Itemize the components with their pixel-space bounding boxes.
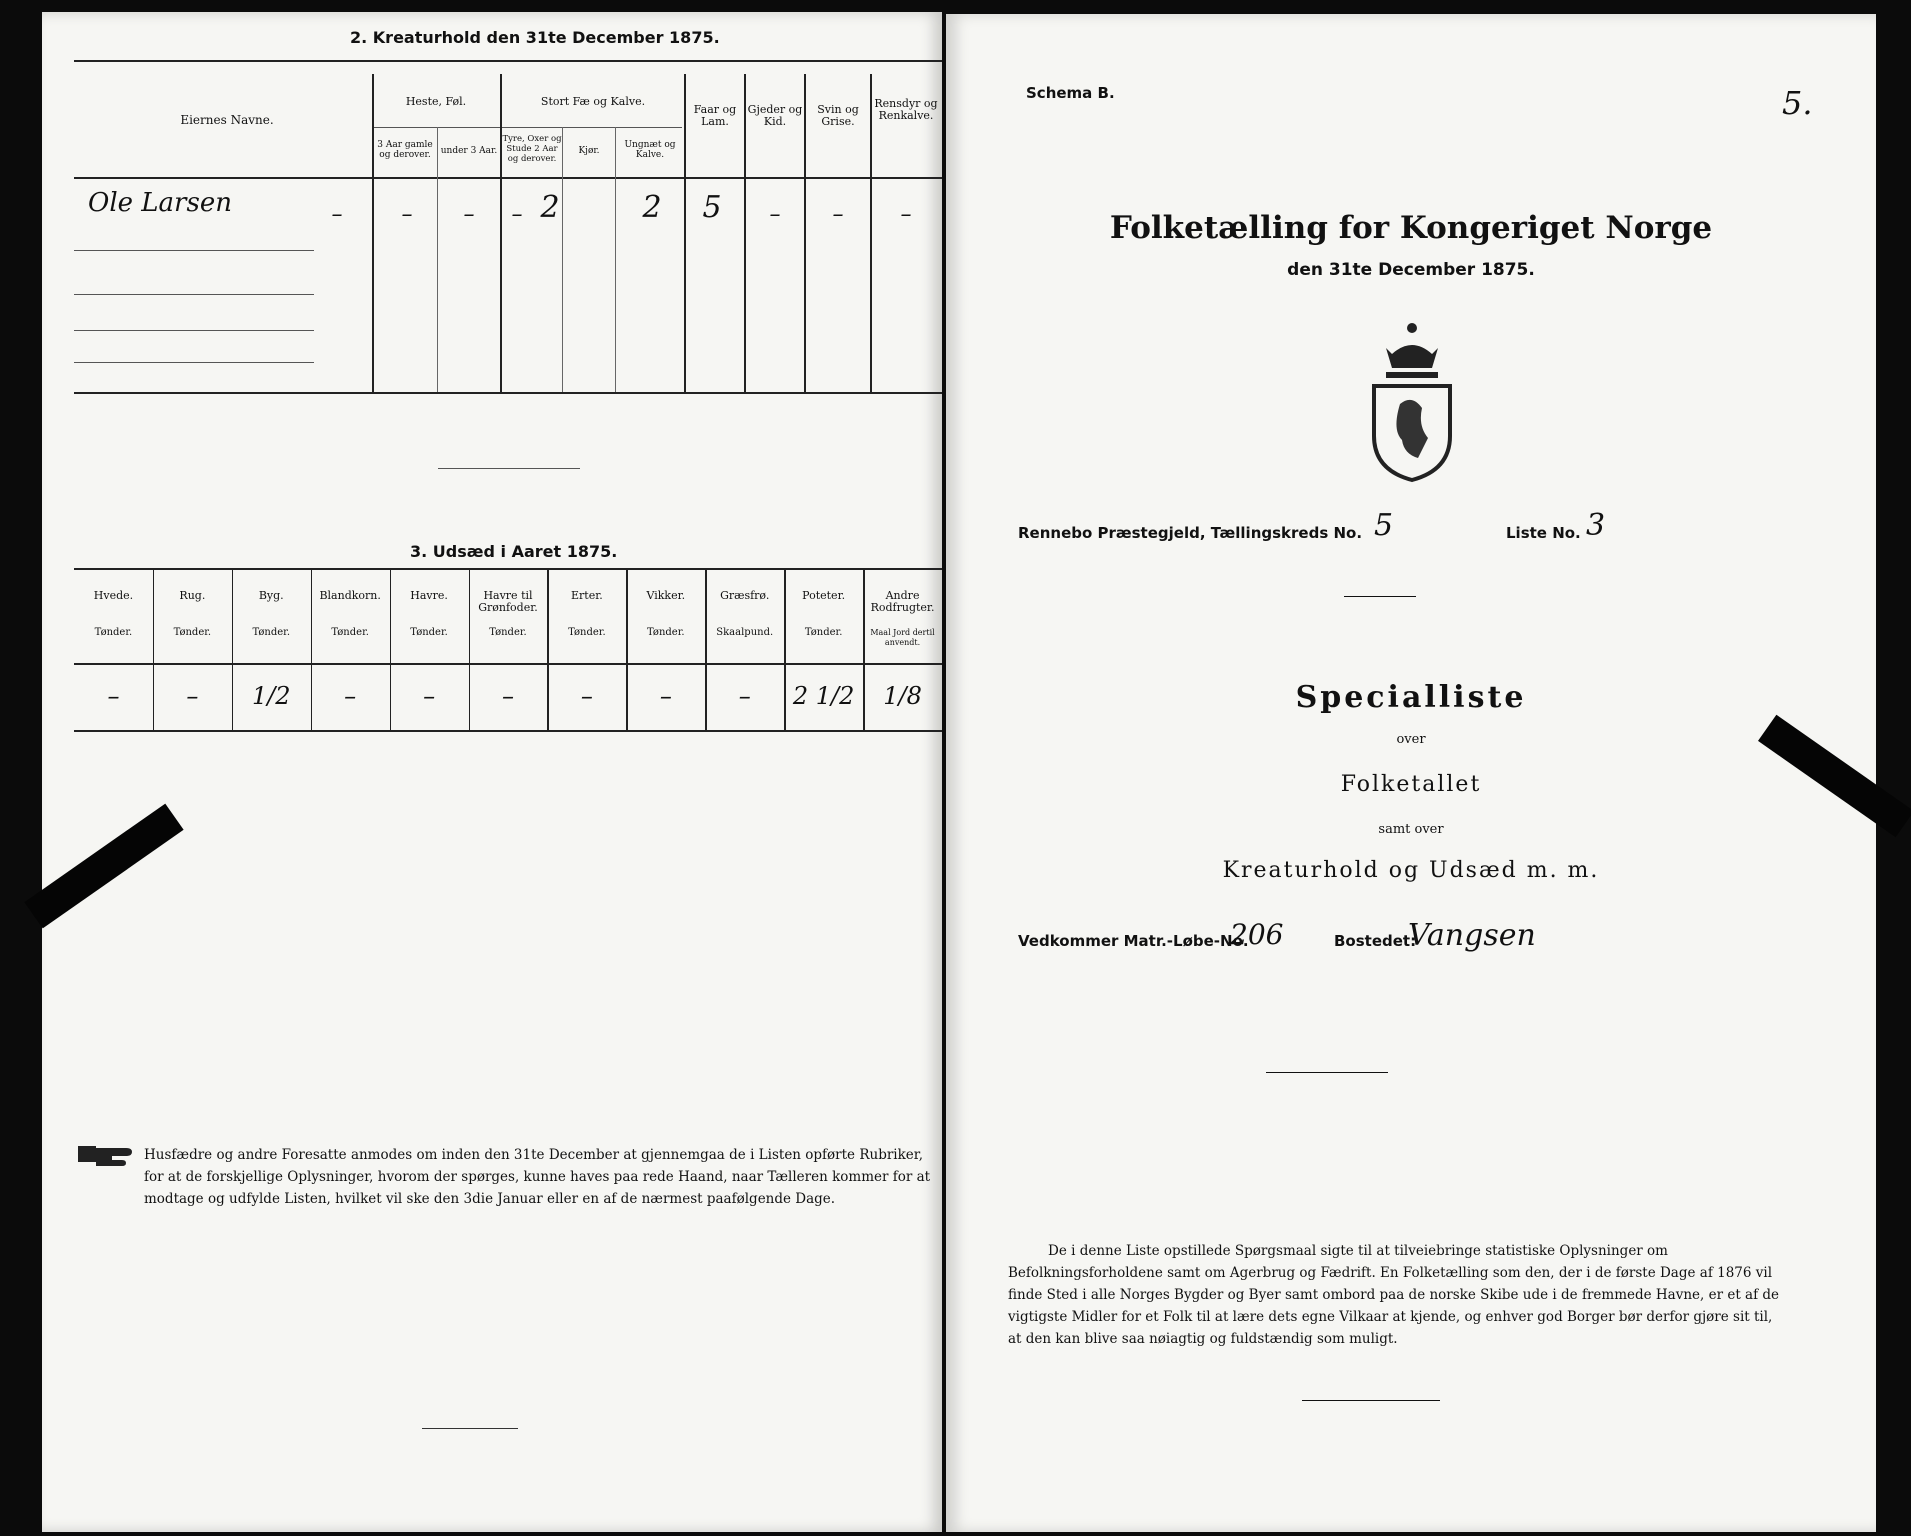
seed-value: – xyxy=(423,682,436,710)
seed-value: – xyxy=(501,682,514,710)
seed-col-header: Vikker. xyxy=(646,589,686,602)
cattle-ungnaet-value: 2 xyxy=(642,190,662,225)
seed-col-unit: Tønder. xyxy=(647,627,685,638)
right-page: 5. Schema B. Folketælling for Kongeriget Norge den 31te December 1875. Rennebo Præstegjeld, Tællingskreds No. 5 Liste No. 3 Specialliste over Folketallet samt over Kreaturhold og Udsæd m. m. Vedkommer Matr.-Løbe-No. 206 Bostedet: Vangsen De i denne Liste opstillede Spørgsmaal sigte til at tilveiebringe statistiske Oplysninger om Befolkningsforholdene samt om Agerbrug og Fædrift. En Folketælling som den, der i de første Dage af 1876 vil finde Sted i alle Norges Bygder og Byer samt ombord paa de norske Skibe ude i de fremmede Havne, er et af de vigtigste Midler for et Folk til at lære dets egne Vilkaar at kjende, og enhver god Borger bør derfor gjøre sit til, at den kan blive saa nøiagtig og fuldstændig som muligt. xyxy=(946,14,1876,1532)
sheep-value: 5 xyxy=(702,190,722,225)
table3-top-rule xyxy=(74,568,942,570)
seed-col-header: Andre Rodfrugter. xyxy=(870,589,935,614)
seed-col-header: Havre. xyxy=(410,589,448,602)
folketallet-heading: Folketallet xyxy=(1340,772,1482,797)
pointing-hand-icon xyxy=(76,1140,134,1168)
page-number: 5. xyxy=(1782,84,1813,122)
section3-title: 3. Udsæd i Aaret 1875. xyxy=(410,542,618,561)
seed-col-unit: Tønder. xyxy=(410,627,448,638)
liste-no: 3 xyxy=(1586,508,1606,543)
coat-of-arms-icon xyxy=(1352,314,1472,484)
table3-bottom-rule xyxy=(74,730,942,732)
seed-value: – xyxy=(738,682,751,710)
notice-text: Husfædre og andre Foresatte anmodes om inden den 31te December at gjennemgaa de i Listen opførte Rubriker, for at de forskjellige Oplysninger, hvorom der spørges, kunne haves paa rede Haand, naar Tælleren kommer for at modtage og udfylde Listen, hvilket vil ske den 3die Januar eller en af de nærmest paafølgende Dage. xyxy=(144,1147,931,1207)
tellingskreds-no: 5 xyxy=(1374,508,1394,543)
group-horses-header: Heste, Føl. xyxy=(405,95,467,108)
seed-col-header: Græsfrø. xyxy=(720,589,770,602)
schema-label: Schema B. xyxy=(1026,84,1115,102)
seed-col-unit: Tønder. xyxy=(94,627,133,638)
seed-col-unit: Skaalpund. xyxy=(716,627,774,638)
footer-text: De i denne Liste opstillede Spørgsmaal sigte til at tilveiebringe statistiske Oplysninger om Befolkningsforholdene samt om Agerbrug og Fædrift. En Folketælling som den, der i de første Dage af 1876 vil finde Sted i alle Norges Bygder og Byer samt ombord paa de norske Skibe ude i de fremmede Havne, er et af de vigtigste Midler for et Folk til at lære dets egne Vilkaar at kjende, og enhver god Borger bør derfor gjøre sit til, at den kan blive saa nøiagtig og fuldstændig som muligt. xyxy=(1008,1243,1780,1347)
table2-header-rule xyxy=(74,177,942,179)
bosted-label: Bostedet: xyxy=(1334,932,1417,950)
seed-col-unit: Maal Jord dertil anvendt. xyxy=(870,628,935,647)
col-owner-header: Eiernes Navne. xyxy=(180,113,274,127)
seed-value: – xyxy=(659,682,672,710)
seed-col-header: Byg. xyxy=(258,589,284,602)
parish-label: Rennebo Præstegjeld, Tællingskreds No. xyxy=(1018,524,1363,542)
seed-col-unit: Tønder. xyxy=(489,627,527,638)
table2-bottom-rule xyxy=(74,392,942,394)
left-page: 2. Kreaturhold den 31te December 1875. Eiernes Navne. Heste, Føl. Stort Fæ og Kalve. 3 Aar gamle og derover. under 3 Aar. Tyre, Oxer og Stude 2 Aar og derover. Kjør. Ungnæt og Kalve. Faar og Lam. Gjeder og Kid. Svin og Grise. Rensdyr og Renkalve. Ole Larsen – – – – 2 2 5 – – – 3. Udsæd i Aaret 1875. Hvede. Tønder. – Rug. Tønder. – Byg. Tønder. 1/2 Blandkorn. Tønder. – Havre. Tønder. – Havre til Grønfoder. Tønder. – Erter. Tønder. – Vikker. Tønder. – Græsfrø. Skaalpund. – Poteter. Tønder. 2 1/2 Andre Rodfrugter. Maal Jord dertil anvendt. 1/8 Husfædre og andre Foresatte anmodes om inden den 31te December at gjennemgaa de i Listen opførte Rubriker, for at de forskjellige Oplysninger, hvorom der spørges, kunne haves paa rede Haand, naar Tælleren kommer for at modtage og udfylde Listen, hvilket vil ske den 3die Januar eller en af de nærmest paafølgende Dage. xyxy=(42,12,942,1532)
seed-value: 1/2 xyxy=(251,682,291,710)
seed-col-header: Rug. xyxy=(179,589,206,602)
liste-label: Liste No. xyxy=(1506,524,1581,542)
table2-top-rule xyxy=(74,60,942,62)
seed-value: – xyxy=(344,682,357,710)
seed-value: – xyxy=(107,682,120,710)
specialliste-heading: Specialliste xyxy=(1295,680,1527,715)
group-cattle-header: Stort Fæ og Kalve. xyxy=(540,95,646,108)
kreaturhold-heading: Kreaturhold og Udsæd m. m. xyxy=(1222,858,1600,883)
seed-value: – xyxy=(186,682,199,710)
matr-label: Vedkommer Matr.-Løbe-No. xyxy=(1018,932,1249,950)
section2-title: 2. Kreaturhold den 31te December 1875. xyxy=(350,28,720,47)
bosted-value: Vangsen xyxy=(1408,918,1536,953)
cattle-kjor-value: 2 xyxy=(540,190,560,225)
seed-value: – xyxy=(580,682,593,710)
seed-col-header: Hvede. xyxy=(93,589,134,602)
page-date: den 31te December 1875. xyxy=(1287,260,1535,280)
seed-col-unit: Tønder. xyxy=(252,627,291,638)
seed-col-unit: Tønder. xyxy=(568,627,606,638)
seed-col-header: Havre til Grønfoder. xyxy=(478,589,538,614)
seed-value: 2 1/2 xyxy=(792,682,855,710)
seed-col-header: Poteter. xyxy=(802,589,846,602)
seed-col-unit: Tønder. xyxy=(173,627,212,638)
seed-col-header: Blandkorn. xyxy=(319,589,381,602)
seed-col-unit: Tønder. xyxy=(804,627,843,638)
seed-col-unit: Tønder. xyxy=(331,627,369,638)
seed-value: 1/8 xyxy=(883,682,922,710)
page-title: Folketælling for Kongeriget Norge xyxy=(1109,210,1713,246)
owner-name: Ole Larsen xyxy=(88,188,232,218)
seed-col-header: Erter. xyxy=(571,589,603,602)
matr-no: 206 xyxy=(1230,918,1284,951)
